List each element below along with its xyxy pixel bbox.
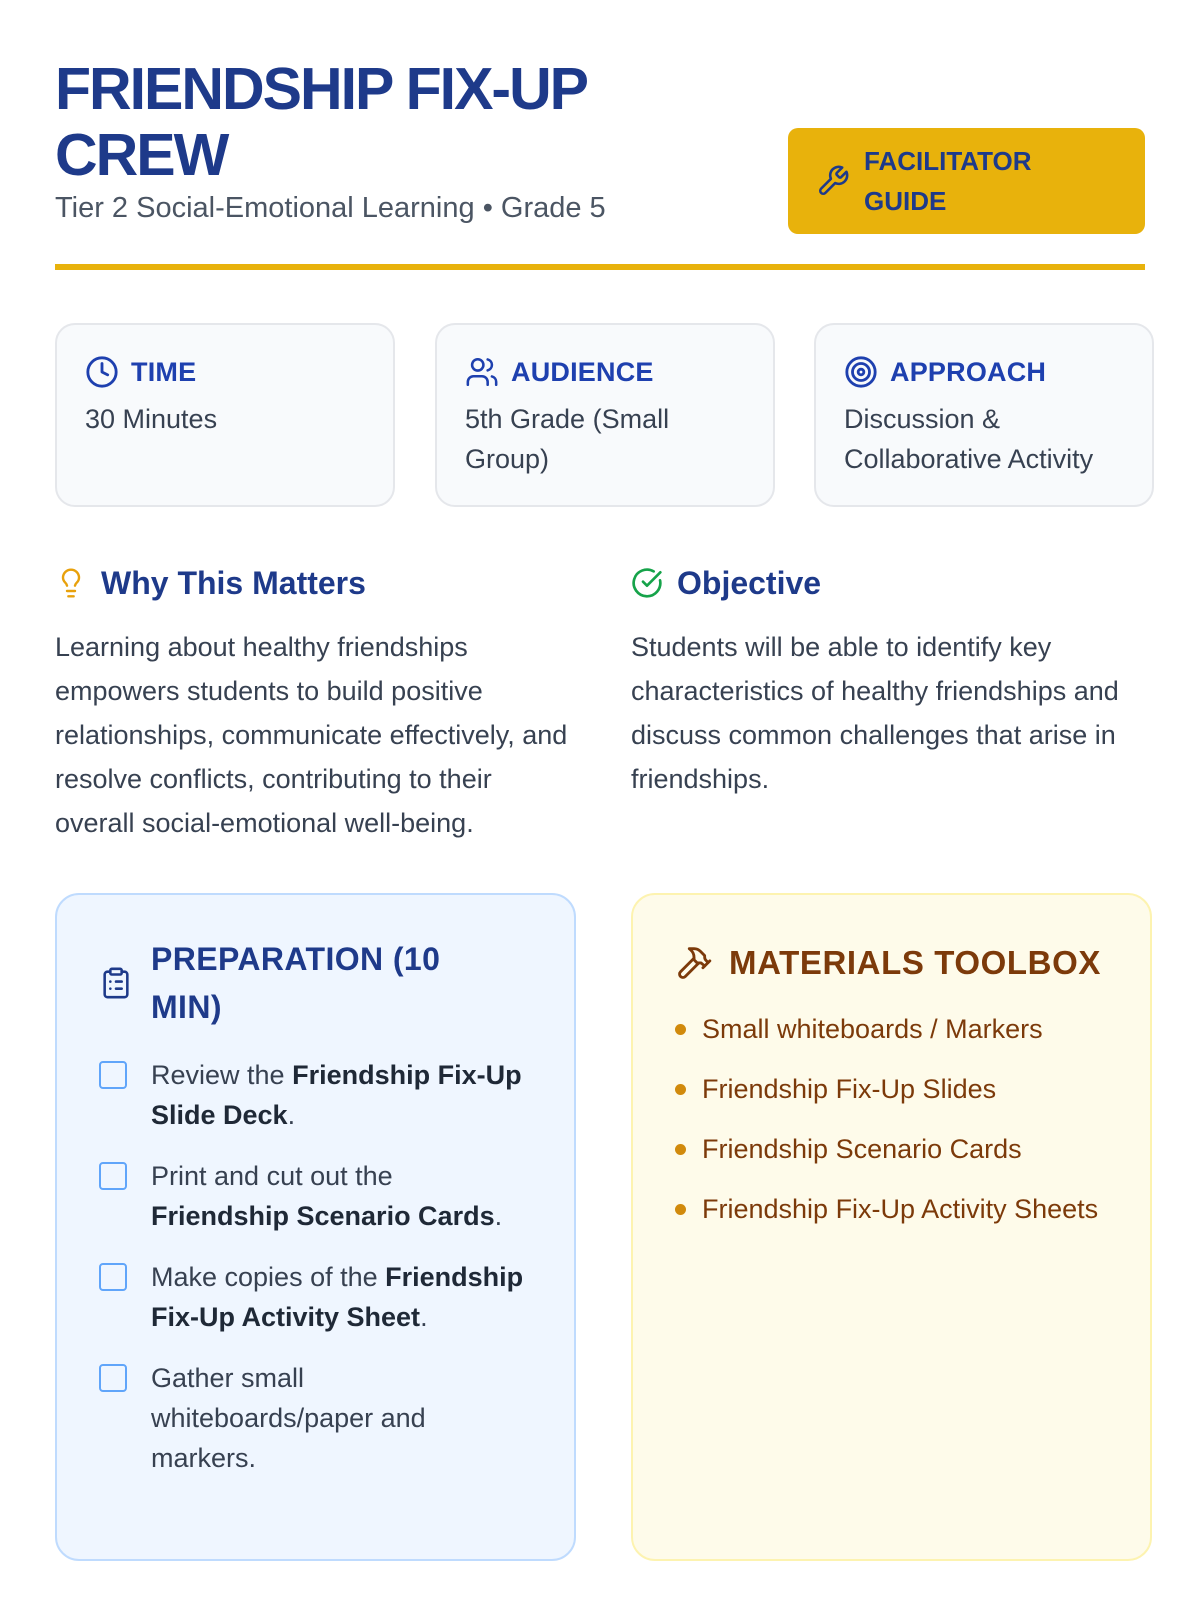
checklist-item: [99, 1156, 532, 1236]
checkbox[interactable]: [99, 1364, 127, 1392]
page-subtitle: Tier 2 Social-Emotional Learning • Grade 5: [55, 192, 606, 224]
checklist-item: [99, 1055, 532, 1135]
material-label: Friendship Fix-Up Slides: [702, 1074, 997, 1104]
list-item: [675, 1189, 1108, 1229]
section-heading: Objective: [677, 564, 822, 601]
item-bold-text: Friendship Fix-Up Slide Deck: [151, 1060, 522, 1130]
target-icon: [844, 355, 878, 389]
bullet-dot: [675, 1204, 686, 1215]
preparation-heading: PREPARATION (10 MIN): [151, 941, 441, 1025]
clock-icon: [85, 355, 119, 389]
item-text-end: .: [420, 1302, 428, 1332]
list-item: [675, 1069, 1108, 1109]
item-text: Make copies of the: [151, 1262, 386, 1292]
info-card-audience: [435, 323, 775, 507]
info-label: TIME: [131, 356, 197, 387]
lightbulb-icon: [55, 567, 87, 599]
list-item: [675, 1129, 1108, 1169]
item-text: Print and cut out the: [151, 1161, 393, 1191]
info-value: 30 Minutes: [85, 404, 218, 434]
bullet-dot: [675, 1084, 686, 1095]
item-bold-text: Friendship Fix-Up Activity Sheet: [151, 1262, 524, 1332]
info-label: AUDIENCE: [511, 356, 654, 387]
checklist-item: [99, 1257, 532, 1337]
badge-label: FACILITATOR GUIDE: [864, 146, 1032, 216]
materials-toolbox-card: [631, 893, 1152, 1561]
checkbox[interactable]: [99, 1263, 127, 1291]
material-label: Friendship Fix-Up Activity Sheets: [702, 1194, 1099, 1224]
header: [55, 0, 1145, 270]
bullet-dot: [675, 1144, 686, 1155]
materials-heading: MATERIALS TOOLBOX: [729, 944, 1101, 981]
info-card-time: [55, 323, 395, 507]
material-label: Small whiteboards / Markers: [702, 1014, 1043, 1044]
list-item: [675, 1009, 1108, 1049]
checkbox[interactable]: [99, 1162, 127, 1190]
checkbox[interactable]: [99, 1061, 127, 1089]
info-value: Discussion & Collaborative Activity: [844, 404, 1094, 474]
info-value: 5th Grade (Small Group): [465, 404, 670, 474]
checklist-item: [99, 1358, 532, 1478]
item-text: Gather small whiteboards/paper and markers.: [151, 1363, 426, 1473]
clipboard-icon: [99, 963, 133, 1003]
section-body: Learning about healthy friendships empowers students to build positive relationships, communicate effectively, and resolve conflicts, contributing to their overall social-emotional well-being.: [55, 632, 568, 838]
preparation-checklist: [99, 1055, 532, 1478]
check-circle-icon: [631, 567, 663, 599]
section-heading: Why This Matters: [101, 564, 366, 601]
facilitator-guide-badge: [788, 128, 1145, 234]
hammer-icon: [675, 944, 713, 982]
why-this-matters-section: [55, 563, 575, 845]
info-cards: [55, 323, 1145, 507]
bullet-dot: [675, 1024, 686, 1035]
wrench-icon: [816, 164, 850, 198]
section-body: Students will be able to identify key characteristics of healthy friendships and discuss common challenges that arise in friendships.: [631, 632, 1119, 794]
info-card-approach: [814, 323, 1154, 507]
materials-list: [675, 1009, 1108, 1229]
item-text-end: .: [494, 1201, 503, 1231]
page-title: FRIENDSHIP FIX-UP CREW: [55, 56, 586, 188]
objective-section: [631, 563, 1131, 801]
item-bold-text: Friendship Scenario Cards: [151, 1201, 495, 1231]
info-label: APPROACH: [890, 356, 1047, 387]
users-icon: [465, 355, 499, 389]
material-label: Friendship Scenario Cards: [702, 1134, 1022, 1164]
preparation-card: [55, 893, 576, 1561]
item-text-end: .: [287, 1100, 296, 1130]
item-text: Review the: [151, 1060, 293, 1090]
